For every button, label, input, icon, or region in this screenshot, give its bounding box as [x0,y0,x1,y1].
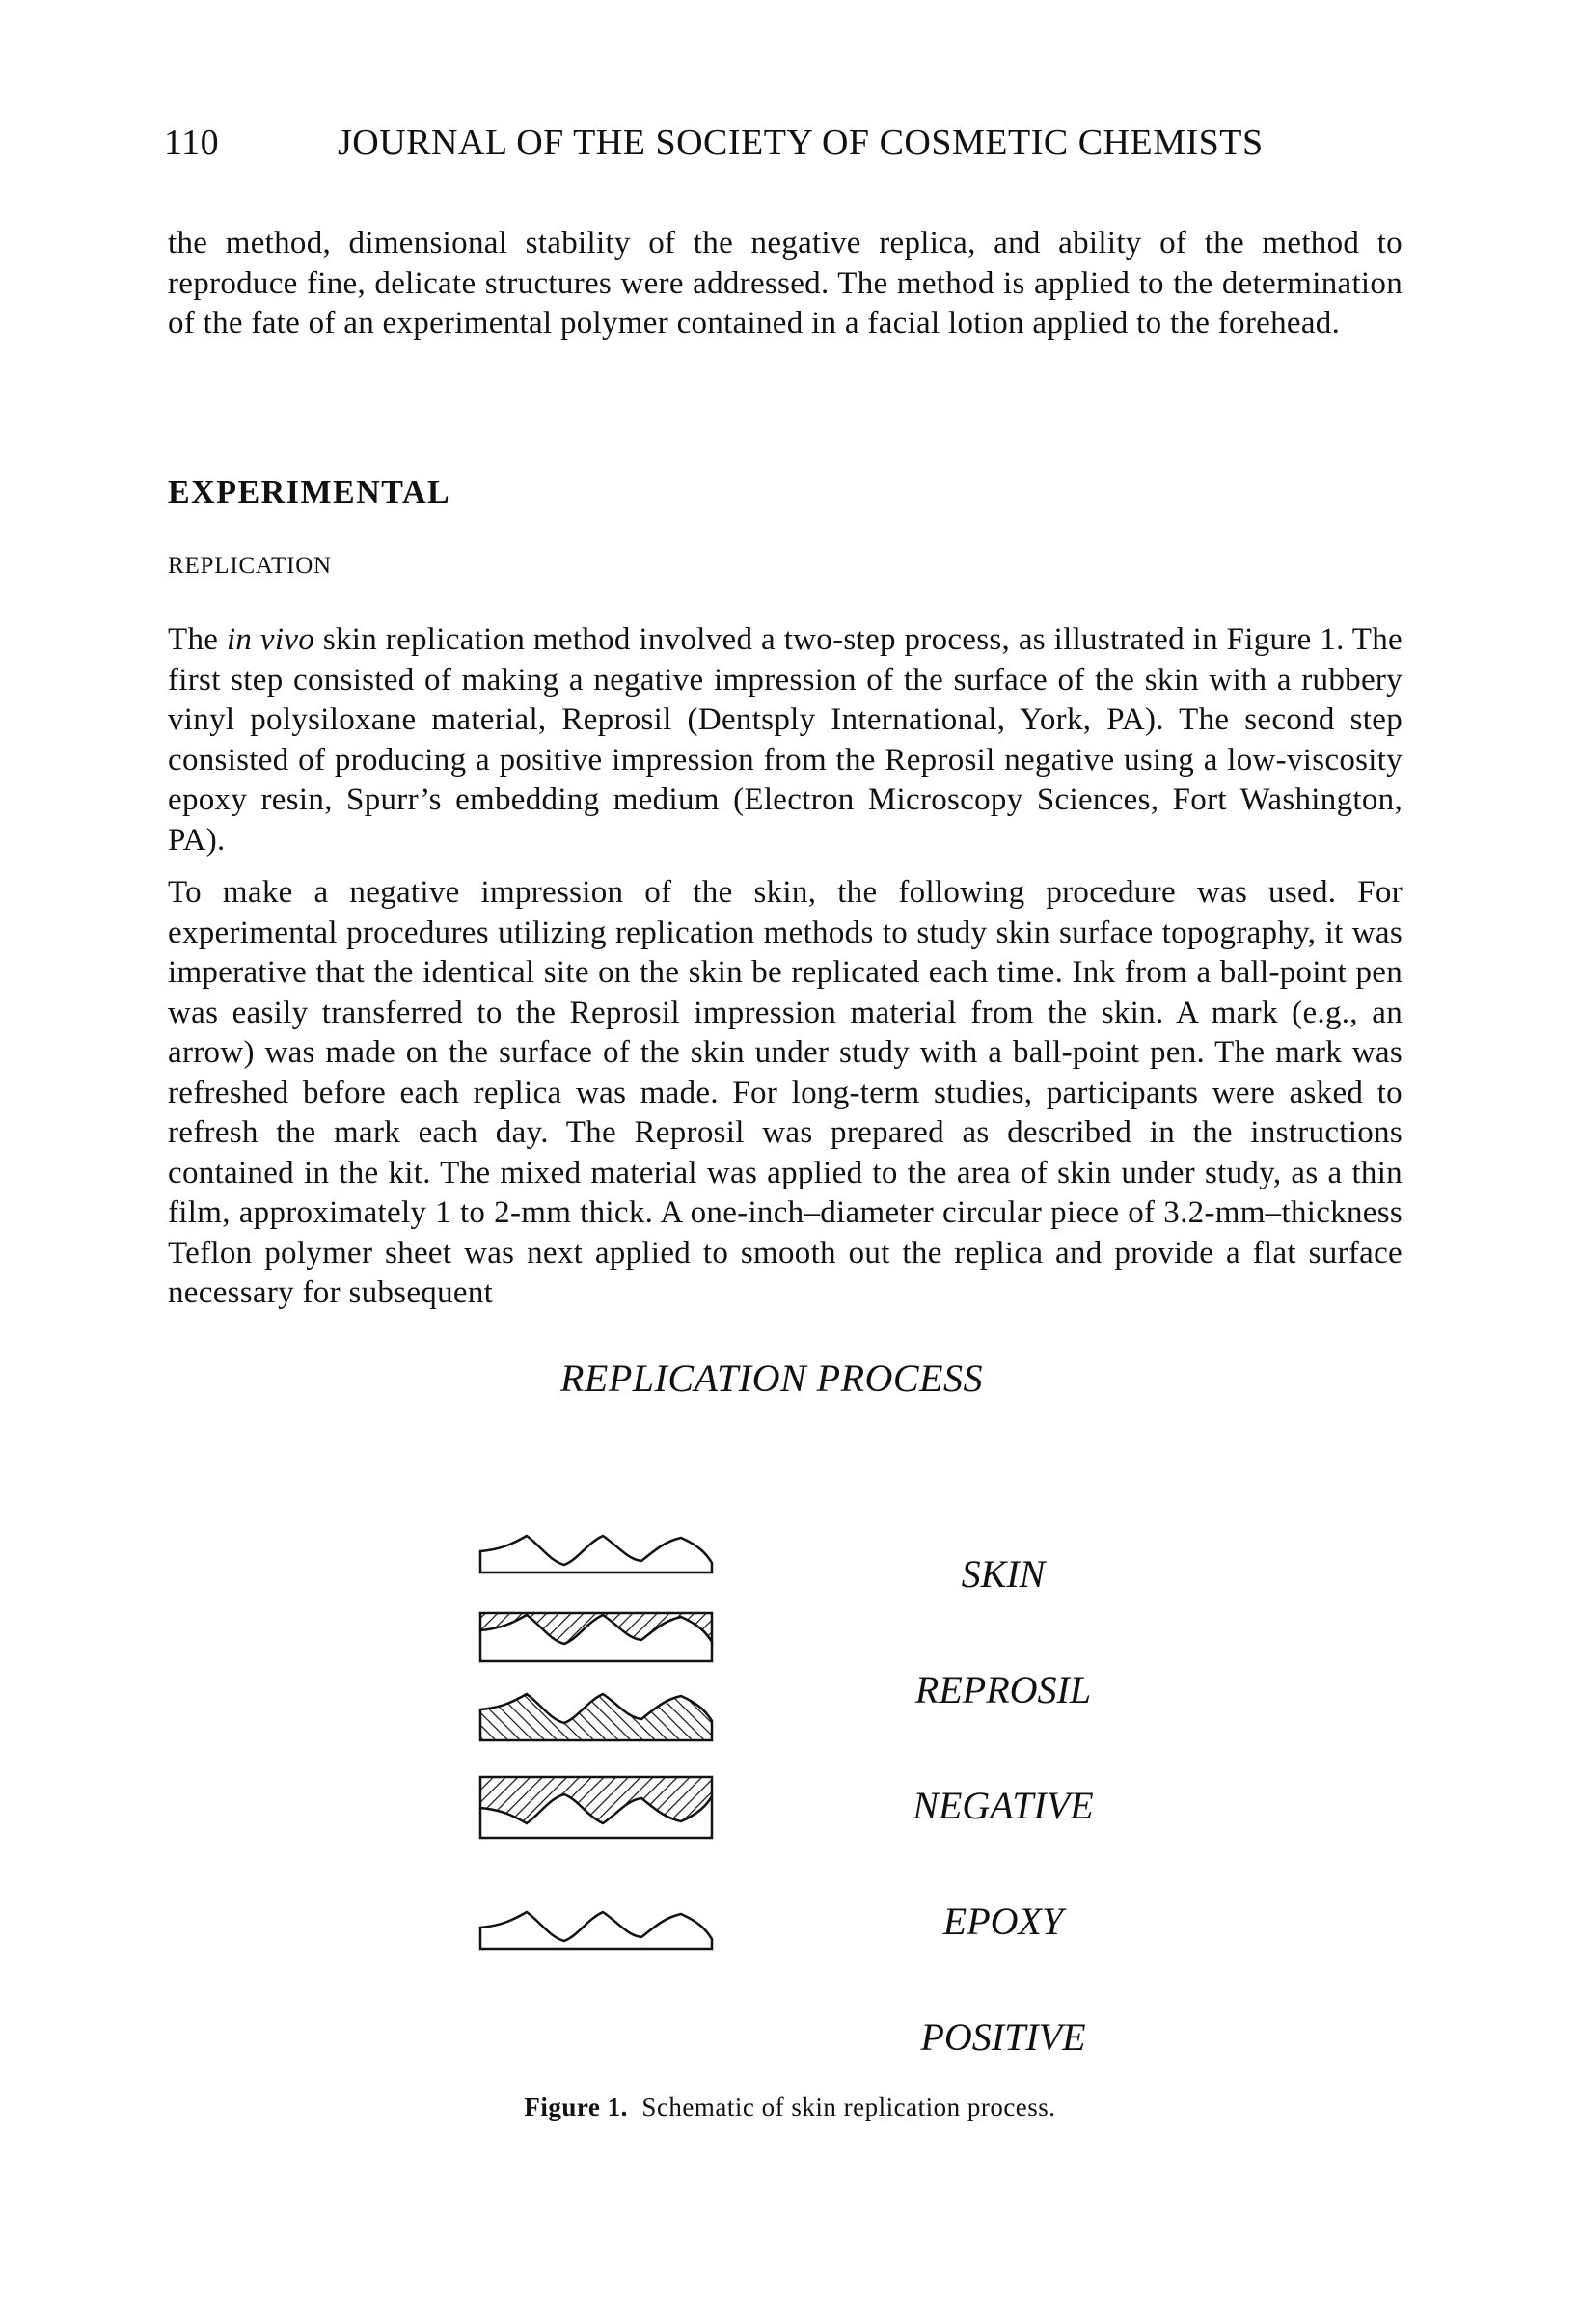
paragraph-replication-method [168,620,1403,861]
label-skin: SKIN [961,1552,1046,1596]
negative-shape [480,1694,712,1740]
italic-term: in vivo [226,622,315,657]
label-positive: POSITIVE [920,2015,1086,2059]
intro-paragraph: the method, dimensional stability of the negative replica, and ability of the method to reproduce fine, delicate structures were addressed. The method is applied to the determination of the fate of an experimental polymer contained in a facial lotion applied to the forehead. [168,226,1403,341]
paragraph-text: The [168,622,227,657]
replication-schematic [463,1524,733,2084]
caption-label: Figure 1. [524,2092,628,2121]
skin-shape [480,1536,712,1572]
section-heading: EXPERIMENTAL [168,475,451,510]
label-reprosil: REPROSIL [914,1668,1092,1711]
page-header [164,122,1418,164]
epoxy-shape [480,1777,712,1838]
subsection-heading: REPLICATION [168,553,332,579]
reprosil-shape [480,1613,712,1661]
label-epoxy: EPOXY [942,1900,1064,1943]
paragraph-negative-impression: To make a negative impression of the skin, the following procedure was used. For experimental procedures utilizing replication methods to study skin surface topography, it was imperative that the identical site on the skin be replicated each time. Ink from a ball-point pen was easily transferred to the Reprosil impression material from the skin. A mark (e.g., an arrow) was made on the surface of the skin under study with a ball-point pen. The mark was refreshed before each replica was made. For long-term studies, participants were asked to refresh the mark each day. The Reprosil was prepared as described in the instructions contained in the kit. The mixed material was applied to the area of skin under study, as a thin film, approximately 1 to 2-mm thick. A one-inch–diameter circular piece of 3.2-mm–thickness Teflon polymer sheet was next applied to smooth out the replica and provide a flat surface necessary for subsequent [168,875,1403,1310]
figure-title: REPLICATION PROCESS [560,1356,983,1400]
label-negative: NEGATIVE [913,1784,1094,1827]
figure-caption [0,2092,1580,2122]
paragraph-text: skin replication method involved a two-step process, as illustrated in Figure 1. The first step consisted of making a negative impression of the surface of the skin with a rubbery vinyl polysiloxane material, Reprosil (Dentsply International, York, PA). The second step consisted of producing a positive impression from the Reprosil negative using a low-viscosity epoxy resin, Spurr’s embedding medium (Electron Microscopy Sciences, Fort Washington, PA). [168,622,1403,858]
positive-shape [480,1912,712,1949]
page-number: 110 [164,123,220,163]
journal-title: JOURNAL OF THE SOCIETY OF COSMETIC CHEMISTS [338,123,1264,163]
caption-text: Schematic of skin replication process. [641,2092,1056,2121]
